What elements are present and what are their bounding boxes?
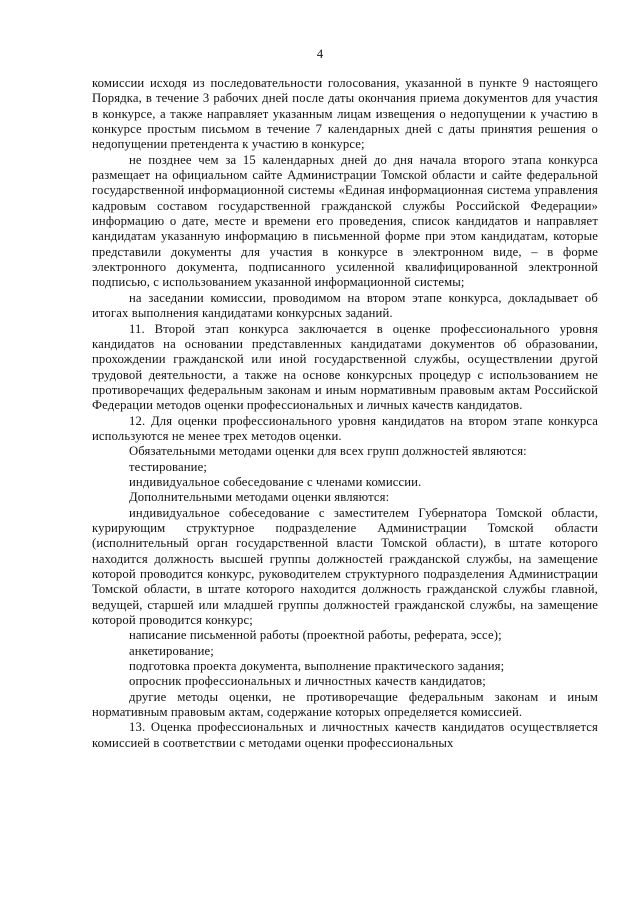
paragraph: индивидуальное собеседование с заместителем Губернатора Томской области, курирующим структурное подразделение Администрации Томской области (исполнительный орган государственной власти Томской области), в штате которого находится должность высшей группы должностей гражданской службы, на замещение которой проводится конкурс, руководителем структурного подразделения Администрации Томской области, в штате которого находится должность гражданской службы главной, ведущей, старшей или младшей группы должностей гражданской службы, на замещение которой проводится конкурс; — [92, 505, 598, 628]
paragraph: написание письменной работы (проектной работы, реферата, эссе); — [129, 628, 502, 643]
paragraph: 11. Второй этап конкурса заключается в оценке профессионального уровня кандидатов на основании представленных кандидатами документов об образовании, прохождении гражданской или иной государственной службы, осуществлении другой трудовой деятельности, а также на основе конкурсных процедур с использованием не противоречащих федеральным законам и иным нормативным правовым актам Российской Федерации методов оценки профессиональных и личных качеств кандидатов. — [92, 321, 598, 413]
paragraph: тестирование; — [129, 459, 207, 474]
paragraph: Дополнительными методами оценки являются: — [129, 490, 390, 505]
paragraph: опросник профессиональных и личностных качеств кандидатов; — [129, 674, 486, 689]
paragraph: другие методы оценки, не противоречащие федеральным законам и иным нормативным правовым актам, содержание которых определяется комиссией. — [92, 689, 598, 720]
paragraph: 13. Оценка профессиональных и личностных качеств кандидатов осуществляется комиссией в соответствии с методами оценки профессиональных — [92, 720, 598, 750]
paragraph: на заседании комиссии, проводимом на втором этапе конкурса, докладывает об итогах выполнения кандидатами конкурсных заданий. — [92, 290, 598, 321]
paragraph: индивидуальное собеседование с членами комиссии. — [129, 474, 422, 489]
paragraph: анкетирование; — [129, 643, 214, 658]
paragraph: Обязательными методами оценки для всех групп должностей являются: — [129, 444, 527, 459]
document-body — [92, 76, 598, 751]
paragraph: не позднее чем за 15 календарных дней до дня начала второго этапа конкурса размещает на официальном сайте Администрации Томской области и сайте федеральной государственной информационной системы «Единая информационная система управления кадровым составом государственной гражданской службы Российской Федерации» информацию о дате, месте и времени его проведения, список кандидатов и направляет кандидатам указанную информацию в письменной форме при этом кандидатам, которые представили документы для участия в конкурсе в электронном виде, – в форме электронного документа, подписанного усиленной квалифицированной электронной подписью, с использованием указанной информационной системы; — [92, 152, 598, 290]
paragraph: 12. Для оценки профессионального уровня кандидатов на втором этапе конкурса используются не менее трех методов оценки. — [92, 413, 598, 443]
paragraph: комиссии исходя из последовательности голосования, указанной в пункте 9 настоящего Порядка, в течение 3 рабочих дней после даты окончания приема документов для участия в конкурсе, а также направляет указанным лицам извещения о недопущении к участию в конкурсе простым письмом в течение 7 календарных дней с даты принятия решения о недопущении претендента к участию в конкурсе; — [92, 76, 598, 152]
page-number: 4 — [316, 47, 324, 61]
paragraph: подготовка проекта документа, выполнение практического задания; — [129, 659, 505, 674]
